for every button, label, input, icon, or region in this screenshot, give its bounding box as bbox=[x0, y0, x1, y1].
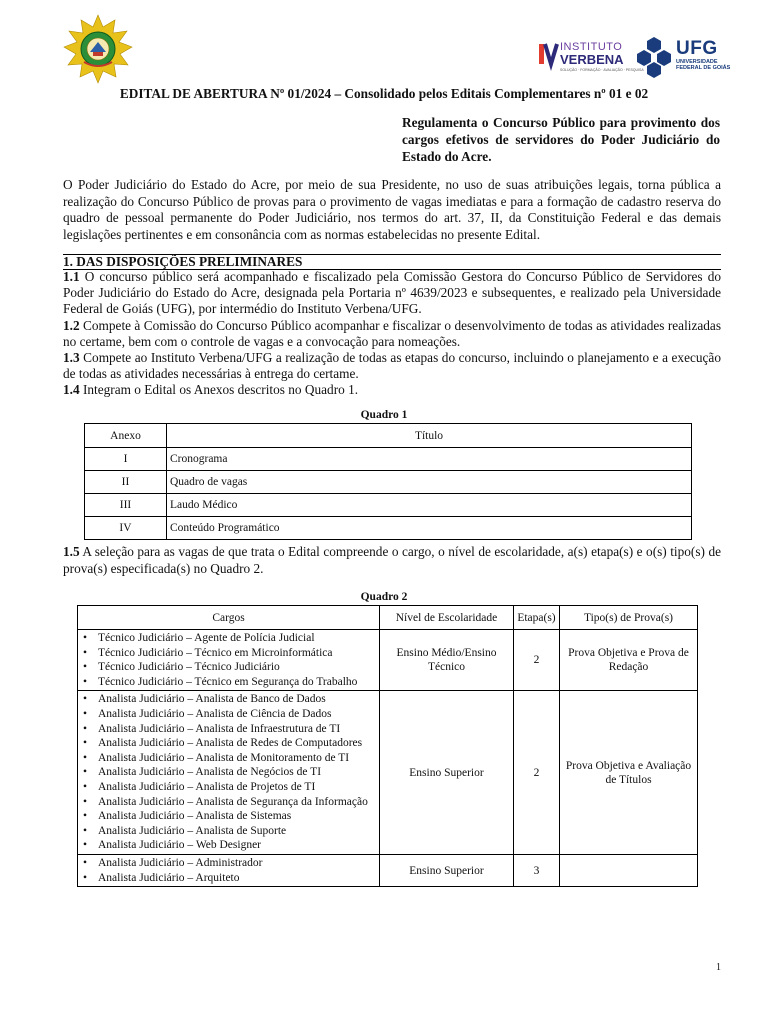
list-item: • Analista Judiciário – Analista de Sistemas bbox=[80, 809, 376, 824]
anexo-cell: II bbox=[85, 471, 167, 494]
item-number: 1.2 bbox=[63, 317, 80, 333]
item-text: Compete ao Instituto Verbena/UFG a realização de todas as etapas do concurso, incluindo o planejamento e a execução de todas as atividades necessárias à entrega do certame. bbox=[63, 350, 721, 382]
column-header: Cargos bbox=[78, 606, 380, 630]
item-1-2 bbox=[63, 318, 721, 350]
list-item: • Analista Judiciário – Analista de Infraestrutura de TI bbox=[80, 722, 376, 737]
ufg-logo bbox=[634, 36, 736, 78]
list-item: • Analista Judiciário – Analista de Redes de Computadores bbox=[80, 736, 376, 751]
quadro1-table bbox=[84, 423, 692, 540]
list-item: • Analista Judiciário – Web Designer bbox=[80, 838, 376, 853]
instituto-verbena-logo bbox=[538, 41, 644, 74]
anexo-cell: III bbox=[85, 494, 167, 517]
list-item: • Analista Judiciário – Analista de Monitoramento de TI bbox=[80, 751, 376, 766]
document-subject: Regulamenta o Concurso Público para provimento dos cargos efetivos de servidores do Poder Judiciário do Estado do Acre. bbox=[402, 115, 720, 164]
item-number: 1.4 bbox=[63, 382, 80, 398]
cargos-cell bbox=[78, 630, 380, 691]
column-header: Título bbox=[167, 424, 692, 448]
anexo-cell: IV bbox=[85, 517, 167, 540]
list-item: • Analista Judiciário – Analista de Suporte bbox=[80, 824, 376, 839]
nivel-cell: Ensino Superior bbox=[380, 854, 514, 886]
list-item: • Analista Judiciário – Analista de Projetos de TI bbox=[80, 780, 376, 795]
verbena-top-text: INSTITUTO bbox=[560, 41, 623, 53]
item-text: Compete à Comissão do Concurso Público acompanhar e fiscalizar o desenvolvimento de todas as atividades realizadas no certame, bem com o controle de vagas e a convocação para nomeações. bbox=[63, 317, 722, 349]
verbena-tagline: SOLUÇÃO · FORMAÇÃO · AVALIAÇÃO · PESQUISA bbox=[560, 68, 644, 72]
list-item: • Analista Judiciário – Analista de Negócios de TI bbox=[80, 765, 376, 780]
verbena-main-text: VERBENA bbox=[560, 52, 624, 67]
column-header: Anexo bbox=[85, 424, 167, 448]
list-item: • Técnico Judiciário – Técnico em Microinformática bbox=[80, 646, 376, 661]
item-number: 1.5 bbox=[63, 544, 80, 559]
list-item: • Analista Judiciário – Arquiteto bbox=[80, 871, 376, 886]
quadro1-caption: Quadro 1 bbox=[360, 409, 408, 421]
etapas-cell: 3 bbox=[514, 854, 560, 886]
cargos-list bbox=[80, 692, 376, 853]
ufg-subtitle: UNIVERSIDADE FEDERAL DE GOIÁS bbox=[676, 59, 731, 71]
ufg-wordmark: UFG bbox=[676, 38, 718, 59]
page-number: 1 bbox=[716, 962, 721, 973]
list-item: • Técnico Judiciário – Técnico em Segurança do Trabalho bbox=[80, 675, 376, 690]
table-row bbox=[85, 494, 692, 517]
item-1-1 bbox=[63, 269, 721, 318]
cargos-cell bbox=[78, 691, 380, 855]
etapas-cell: 2 bbox=[514, 691, 560, 855]
etapas-cell: 2 bbox=[514, 630, 560, 691]
document-title: EDITAL DE ABERTURA Nº 01/2024 – Consolidado pelos Editais Complementares nº 01 e 02 bbox=[119, 86, 649, 101]
tipo-cell bbox=[560, 854, 698, 886]
section-heading: 1. DAS DISPOSIÇÕES PRELIMINARES bbox=[63, 254, 721, 270]
titulo-cell: Conteúdo Programático bbox=[167, 517, 692, 540]
titulo-cell: Cronograma bbox=[167, 448, 692, 471]
titulo-cell: Laudo Médico bbox=[167, 494, 692, 517]
column-header: Tipo(s) de Prova(s) bbox=[560, 606, 698, 630]
item-text: A seleção para as vagas de que trata o Edital compreende o cargo, o nível de escolaridade, a(s) etapa(s) e o(s) tipo(s) de prova(s) especificada(s) no Quadro 2. bbox=[63, 544, 721, 576]
table-row bbox=[78, 854, 698, 886]
quadro2-table bbox=[77, 605, 698, 887]
list-item: • Analista Judiciário – Analista de Banco de Dados bbox=[80, 692, 376, 707]
list-item: • Técnico Judiciário – Técnico Judiciário bbox=[80, 660, 376, 675]
item-1-3 bbox=[63, 350, 721, 382]
section-items bbox=[63, 269, 721, 399]
table-header-row bbox=[78, 606, 698, 630]
cargos-cell bbox=[78, 854, 380, 886]
table-row bbox=[85, 471, 692, 494]
item-text: Integram o Edital os Anexos descritos no Quadro 1. bbox=[82, 382, 359, 398]
table-header-row bbox=[85, 424, 692, 448]
titulo-cell: Quadro de vagas bbox=[167, 471, 692, 494]
list-item: • Técnico Judiciário – Agente de Polícia Judicial bbox=[80, 631, 376, 646]
anexo-cell: I bbox=[85, 448, 167, 471]
list-item: • Analista Judiciário – Analista de Segurança da Informação bbox=[80, 795, 376, 810]
table-row bbox=[85, 517, 692, 540]
nivel-cell: Ensino Superior bbox=[380, 691, 514, 855]
intro-paragraph: O Poder Judiciário do Estado do Acre, por meio de sua Presidente, no uso de suas atribuições legais, torna pública a realização do Concurso Público de provas para o provimento de vagas imediatas e para a formação de cadastro reserva do quadro de pessoal permanente do Poder Judiciário, nos termos do art. 37, II, da Constituição Federal e das demais legislações pertinentes e em consonância com as normas estabelecidas no presente Edital. bbox=[63, 177, 721, 242]
table-row bbox=[78, 691, 698, 855]
item-text: O concurso público será acompanhado e fiscalizado pela Comissão Gestora do Concurso Público de Servidores do Poder Judiciário do Estado do Acre, designada pela Portaria nº 4639/2023 e subsequentes, e realizado pela Universidade Federal de Goiás (UFG), por intermédio do Instituto Verbena/UFG. bbox=[63, 269, 722, 317]
acre-seal-logo bbox=[62, 14, 134, 84]
column-header: Etapa(s) bbox=[514, 606, 560, 630]
table-row bbox=[78, 630, 698, 691]
cargos-list bbox=[80, 856, 376, 885]
nivel-cell: Ensino Médio/Ensino Técnico bbox=[380, 630, 514, 691]
item-1-4 bbox=[63, 382, 721, 398]
quadro2-caption: Quadro 2 bbox=[360, 591, 408, 603]
list-item: • Analista Judiciário – Analista de Ciência de Dados bbox=[80, 707, 376, 722]
tipo-cell: Prova Objetiva e Prova de Redação bbox=[560, 630, 698, 691]
column-header: Nível de Escolaridade bbox=[380, 606, 514, 630]
item-1-5 bbox=[63, 543, 721, 577]
list-item: • Analista Judiciário – Administrador bbox=[80, 856, 376, 871]
tipo-cell: Prova Objetiva e Avaliação de Títulos bbox=[560, 691, 698, 855]
cargos-list bbox=[80, 631, 376, 689]
table-row bbox=[85, 448, 692, 471]
item-number: 1.1 bbox=[63, 269, 80, 284]
item-number: 1.3 bbox=[63, 350, 80, 366]
